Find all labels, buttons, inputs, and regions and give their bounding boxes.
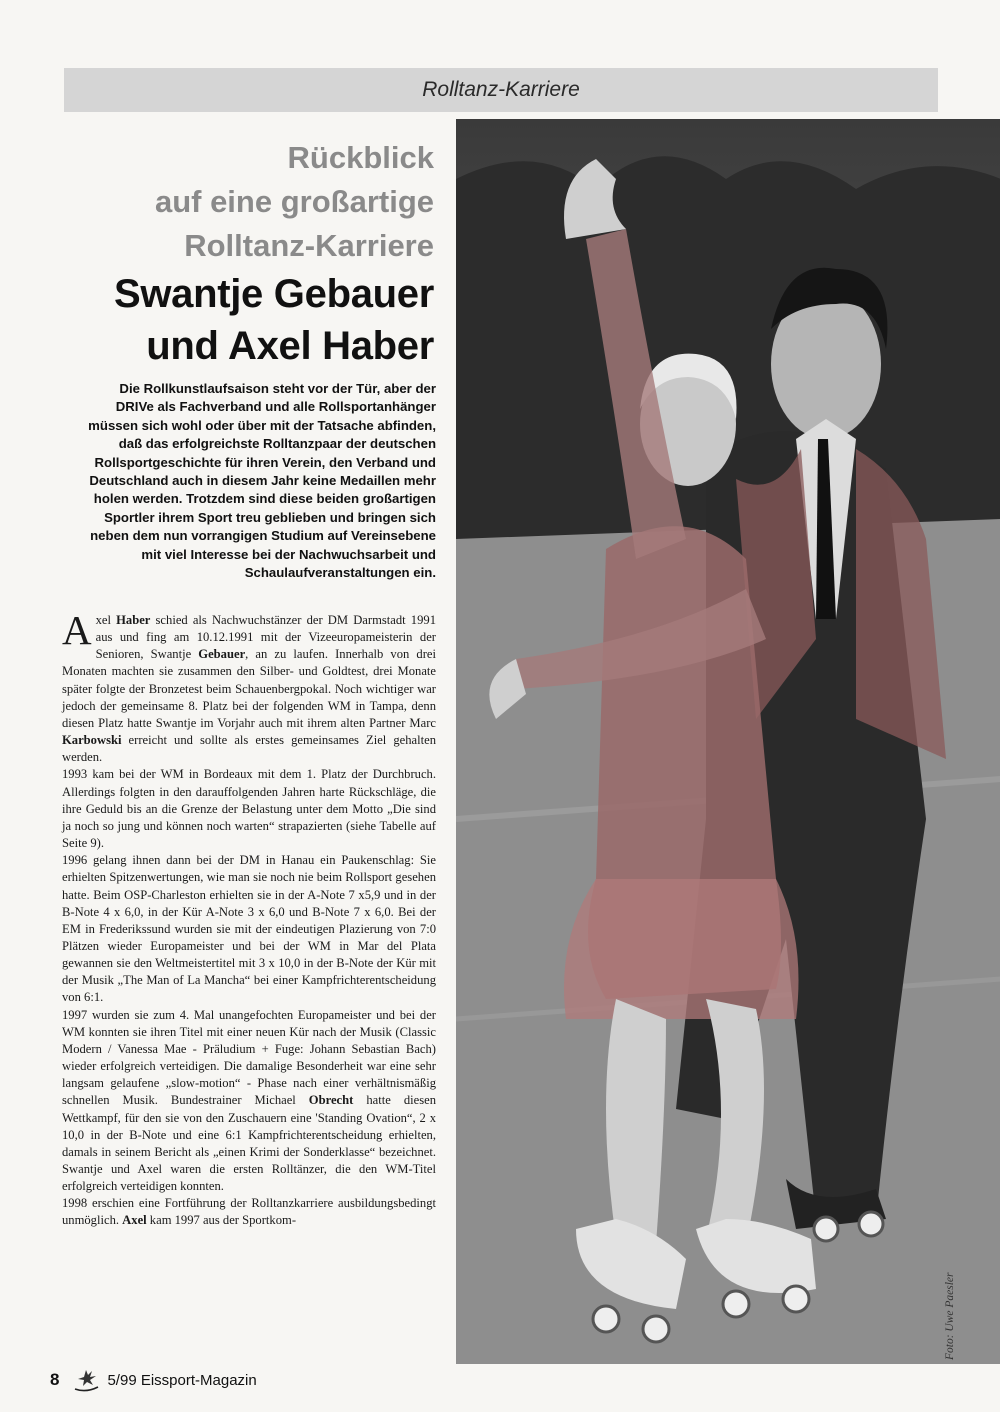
page-number: 8: [50, 1370, 60, 1389]
bold-name: Axel: [122, 1213, 147, 1228]
bold-name: Karbowski: [62, 733, 122, 748]
kicker-headline: [155, 136, 434, 268]
body-paragraph: [62, 1007, 436, 1196]
text-run: , an zu laufen. Innerhalb von drei Monaten machten sie zusammen den Silber- und Goldtest, drei Monate später folgte der Bronzetest beim Schauenbergpokal. Noch wichtiger war jedoch der gemeinsame 8. Platz bei der folgenden WM in Tampa, denn diesen Platz hatte Swantje im Vorjahr auch mit ihrem alten Partner Marc: [62, 647, 436, 730]
skater-logo-icon: [71, 1367, 101, 1393]
text-run: erreicht und sollte als erstes gemeinsames Ziel gehalten werden.: [62, 733, 436, 765]
body-paragraph: [62, 1195, 436, 1229]
page-footer: [50, 1366, 257, 1394]
kicker-line: Rolltanz-Karriere: [184, 228, 434, 263]
bold-name: Obrecht: [308, 1093, 354, 1108]
text-run: 1997 wurden sie zum 4. Mal unangefochten Europameister und bei der WM konnten sie ihren Titel mit einer neuen Kür nach der Musik (Classic Modern / Vanessa Mae - Präludium + Fuge: Johann Sebastian Bach) wieder erfolgreich verteidigen. Die damalige Besonderheit war eine sehr langsam gelaufene „slow-motion“ - Phase nach einer verhältnismäßig schnellen Musik. Bundestrainer Michael: [62, 1007, 436, 1108]
dance-couple-photo: [456, 119, 1000, 1364]
kicker-line: Rückblick: [287, 140, 434, 175]
bold-name: Haber: [116, 613, 151, 627]
drop-cap: A: [62, 607, 92, 653]
photo-illustration: [456, 119, 1000, 1364]
lead-paragraph: Die Rollkunstlaufsaison steht vor der Tür, aber der DRIVe als Fachverband und alle Rollsportanhänger müssen sich wohl oder über mit der Tatsache abfinden, daß das erfolgreichste Rolltanzpaar der deutschen Rollsportgeschichte für ihren Verein, den Verband und Deutschland auch in diesem Jahr keine Medaillen mehr holen werden. Trotzdem sind diese beiden großartigen Sportler ihrem Sport treu geblieben und bringen sich neben dem nun vorrangigen Studium auf Vereinsebene mit viel Interesse bei der Nachwuchsarbeit und Schaulaufveranstaltungen ein.: [88, 381, 436, 581]
article-body: [62, 607, 436, 1230]
text-run: hatte diesen Wettkampf, für den sie von den Zuschauern eine 'Standing Ovation“, 2 x 10,0 in der B-Note und eine 6:1 Kampfrichterentscheidung erhielten, damals in seinem Bericht als „einen Krimi der Sonderklasse“ bezeichnet. Swantje und Axel waren die ersten Rolltänzer, die den WM-Titel erfolgreich verteidigen konnten.: [62, 1093, 436, 1194]
headline-line: Swantje Gebauer: [113, 272, 434, 316]
issue-label: 5/99 Eissport-Magazin: [107, 1371, 257, 1389]
main-headline: [114, 268, 434, 372]
section-header-bar: [64, 68, 938, 112]
kicker-line: auf eine großartige: [154, 184, 434, 219]
body-paragraph: [62, 607, 436, 766]
photo-credit: Foto: Uwe Paesler: [944, 1272, 956, 1360]
text-run: 1998 erschien eine Fortführung der Rolltanzkarriere ausbildungsbedingt unmöglich.: [62, 1196, 436, 1228]
section-title: Rolltanz-Karriere: [422, 78, 580, 101]
text-run: kam 1997 aus der Sportkom-: [146, 1213, 297, 1228]
bold-name: Gebauer: [198, 647, 246, 662]
text-run: xel: [95, 613, 117, 627]
body-paragraph: 1996 gelang ihnen dann bei der DM in Hanau ein Paukenschlag: Sie erhielten Spitzenwertungen, wie man sie noch nie beim Rollsport gesehen hatte. Beim OSP-Charleston erhielten sie in der A-Note 7 x5,9 und in der B-Note 4 x 6,0, in der Kür A-Note 3 x 6,0 und B-Note 7 x 6,0. Bei der EM in Frederikssund wurden sie mit der eindeutigen Plazierung von 7:0 Plätzen wieder Europameister und bei der WM in Mar del Plata gewannen sie den Weltmeistertitel mit 3 x 10,0 in der B-Note der Kür mit der Musik „The Man of La Mancha“ bei einer Kampfrichterentscheidung von 6:1.: [62, 853, 436, 1005]
headline-line: und Axel Haber: [146, 324, 434, 368]
text-run: schied als Nachwuchstänzer der DM Darmstadt 1991 aus und fing am 10.12.1991 mit der Vizeeuropameisterin der Senioren, Swantje: [95, 613, 436, 662]
body-paragraph: 1993 kam bei der WM in Bordeaux mit dem 1. Platz der Durchbruch. Allerdings folgten in den darauffolgenden Jahren harte Rückschläge, die ihre Geduld bis an die Grenze der Belastung unter dem Motto „Die sind ja noch so jung und können noch warten“ strapazierten (siehe Tabelle auf Seite 9).: [62, 767, 436, 851]
